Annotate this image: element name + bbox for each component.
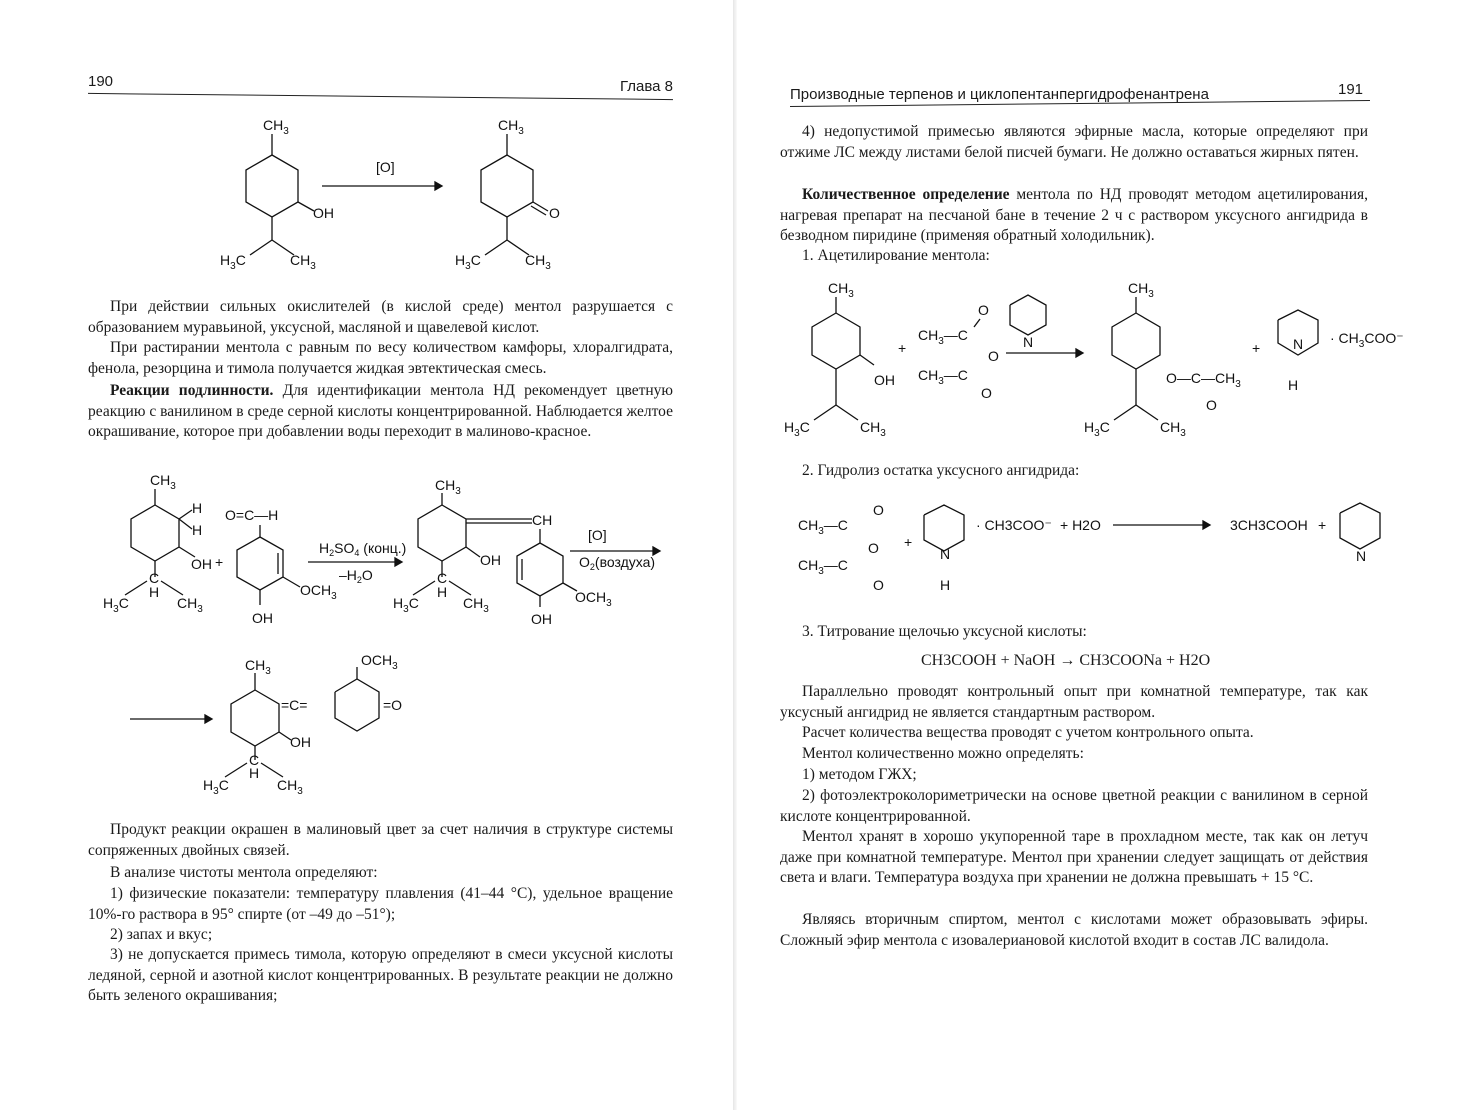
- svg-text:H: H: [1288, 377, 1299, 393]
- svg-text:CH3—C: $CH_3—C$: [798, 517, 848, 537]
- svg-text:+: +: [215, 554, 224, 570]
- svg-text:OCH3: $OCH_3$: [361, 652, 398, 672]
- svg-text:H: H: [940, 577, 951, 593]
- svg-text:CH3: $CH_3$: [498, 117, 524, 137]
- menthol-oxidation-scheme: [210, 110, 610, 280]
- svg-text:N: N: [1293, 336, 1304, 352]
- paragraph-method-1: 1) методом ГЖХ;: [802, 766, 917, 783]
- paragraph-methods-intro: Ментол количественно можно определять:: [802, 745, 1084, 762]
- svg-text:OH: OH: [531, 611, 552, 627]
- acetic-anhydride: [918, 302, 999, 401]
- svg-text:O: O: [1206, 397, 1217, 413]
- paragraph-storage: Ментол хранят в хорошо укупоренной таре в прохладном месте, так как он летуч даже при комнатной температуре. Ментол при хранении следует защищать от действия света и влаги. Температура воздуха при хранении не должна превышать + 15 °С.: [780, 828, 1368, 886]
- svg-text:OH: OH: [252, 610, 273, 626]
- svg-text:O: O: [868, 540, 879, 556]
- vanillin-reaction-scheme: [95, 465, 675, 805]
- svg-text:CH3: $CH_3$: [177, 595, 203, 615]
- svg-text:H: H: [437, 584, 448, 600]
- svg-text:H: H: [149, 584, 160, 600]
- svg-text:H3C: $H_3C$: [203, 777, 229, 797]
- svg-text:CH3: $CH_3$: [525, 252, 551, 272]
- svg-text:+: +: [898, 340, 907, 356]
- svg-text:+: +: [904, 534, 913, 550]
- svg-text:OH: OH: [191, 556, 212, 572]
- svg-text:O: O: [988, 348, 999, 364]
- identity-heading: Реакции подлинности.: [110, 382, 274, 399]
- svg-text:O=C—H: O=C—H: [225, 507, 279, 523]
- paragraph-control: Параллельно проводят контрольный опыт при комнатной температуре, так как уксусный ангидрид не является стандартным раствором.: [780, 683, 1368, 721]
- svg-text:CH3—C: $CH_3—C$: [918, 367, 968, 387]
- svg-text:C: C: [437, 570, 448, 586]
- svg-text:O—C—CH3: $O—C—CH_3$: [1166, 370, 1241, 390]
- svg-text:OCH3: $OCH_3$: [575, 589, 612, 609]
- menthol-structure-2: [103, 472, 212, 615]
- svg-text:+: +: [1318, 517, 1327, 533]
- oxidizer-top: [O]: [588, 527, 607, 543]
- svg-text:N: N: [1023, 334, 1034, 350]
- hydrolysis-scheme: [778, 495, 1378, 605]
- svg-text:CH3: $CH_3$: [245, 657, 271, 677]
- svg-text:H3C: $H_3C$: [103, 595, 129, 615]
- oxidation-reagent: [O]: [376, 159, 395, 175]
- water-term: + H2O: [1060, 517, 1101, 533]
- chapter-label: Глава 8: [620, 78, 674, 95]
- svg-text:OH: OH: [290, 734, 311, 750]
- paragraph-purity-2: 2) запах и вкус;: [110, 926, 213, 943]
- svg-text:H: H: [192, 522, 203, 538]
- hydrolysis-product: 3CH3COOH: [1230, 517, 1308, 533]
- paragraph-eutectic: При растирании ментола с равным по весу количеством камфоры, хлоралгидрата, фенола, резорцина и тимола получается жидкая эвтектическая смесь.: [88, 339, 673, 377]
- step-1-label: 1. Ацетилирование ментола:: [802, 247, 990, 264]
- menthone-structure: [455, 117, 560, 272]
- svg-text:H: H: [192, 500, 203, 516]
- paragraph-product-color: Продукт реакции окрашен в малиновый цвет за счет наличия в структуре системы сопряженных двойных связей.: [88, 821, 673, 859]
- paragraph-calculation: Расчет количества вещества проводят с учетом контрольного опыта.: [802, 724, 1254, 741]
- running-title: Производные терпенов и циклопентанпергидрофенантрена: [790, 86, 1209, 103]
- menthol-structure-3: [784, 280, 895, 439]
- svg-text:CH: CH: [532, 512, 553, 528]
- menthol-structure: [220, 117, 334, 272]
- paragraph-purity-1: 1) физические показатели: температуру плавления (41–44 °С), удельное вращение 10%-го раствора в 95° спирте (от –49 до –51°);: [88, 885, 673, 923]
- svg-text:CH3: $CH_3$: [860, 419, 886, 439]
- svg-text:CH3: $CH_3$: [150, 472, 176, 492]
- svg-text:O: O: [981, 385, 992, 401]
- page-number-left: 190: [88, 73, 114, 90]
- svg-text:CH3: $CH_3$: [463, 595, 489, 615]
- svg-text:H3C: $H_3C$: [455, 252, 481, 272]
- svg-text:· CH3COO⁻: · $CH_3COO^-$: [1330, 330, 1404, 350]
- colored-product: [203, 652, 402, 797]
- svg-text:CH3: $CH_3$: [277, 777, 303, 797]
- header-rule-left: [88, 93, 673, 100]
- quant-heading: Количественное определение: [802, 186, 1010, 203]
- svg-text:CH3: $CH_3$: [435, 477, 461, 497]
- paragraph-ester: Являясь вторичным спиртом, ментол с кислотами может образовывать эфиры. Сложный эфир ментола с изовалериановой кислотой входит в состав ЛС валидола.: [780, 911, 1368, 949]
- step-3-label: 3. Титрование щелочью уксусной кислоты:: [802, 623, 1087, 640]
- condensation-product: [393, 477, 612, 627]
- paragraph-identity: [88, 381, 673, 443]
- svg-text:=O: =O: [383, 697, 403, 713]
- paragraph-purity-3: 3) не допускается примесь тимола, которую определяют в смеси уксусной кислоты ледяной, серной и азотной кислот концентрированных. В результате реакции не должно быть зеленого окрашивания;: [88, 946, 673, 1004]
- svg-text:O: O: [873, 502, 884, 518]
- paragraph-oxidation: При действии сильных окислителей (в кислой среде) ментол разрушается с образованием муравьиной, уксусной, масляной и щавелевой кислот.: [88, 298, 673, 336]
- menthyl-acetate: [1084, 280, 1241, 439]
- acetylation-scheme: [778, 275, 1404, 445]
- titration-equation: CH3COOH + NaOH → CH3COONa + H2O: [921, 652, 1211, 669]
- svg-text:O: O: [873, 577, 884, 593]
- svg-text:H3C: $H_3C$: [393, 595, 419, 615]
- svg-text:OCH3: $OCH_3$: [300, 582, 337, 602]
- svg-text:=C=: =C=: [281, 697, 308, 713]
- svg-text:C: C: [249, 752, 260, 768]
- right-page: [738, 0, 1473, 1110]
- paragraph-purity-4: 4) недопустимой примесью являются эфирные масла, которые определяют при отжиме ЛС между листами белой писчей бумаги. Не должно оставаться жирных пятен.: [780, 123, 1368, 161]
- svg-text:CH3: $CH_3$: [1160, 419, 1186, 439]
- svg-text:N: N: [940, 546, 951, 562]
- svg-text:CH3: $CH_3$: [290, 252, 316, 272]
- svg-text:–H2O: $-H_2O$: [339, 567, 373, 585]
- page-number-right: 191: [1338, 81, 1364, 98]
- svg-text:CH3: $CH_3$: [828, 280, 854, 300]
- paragraph-purity-intro: В анализе чистоты ментола определяют:: [110, 864, 378, 881]
- svg-text:OH: OH: [480, 552, 501, 568]
- svg-text:H3C: $H_3C$: [1084, 419, 1110, 439]
- svg-text:H3C: $H_3C$: [784, 419, 810, 439]
- svg-text:N: N: [1356, 548, 1367, 564]
- svg-text:+: +: [1252, 340, 1261, 356]
- vanillin-structure: [225, 507, 337, 626]
- step-2-label: 2. Гидролиз остатка уксусного ангидрида:: [802, 462, 1080, 479]
- quant-text: ментола по НД проводят методом ацетилирования, нагревая препарат на песчаной бане в течение 2 ч с раствором уксусного ангидрида в безводном пиридине (применяя обратный холодильник).: [780, 186, 1369, 244]
- svg-text:O2(воздуха): $O_2(воздуха)$: [579, 554, 656, 572]
- svg-text:CH3—C: $CH_3—C$: [798, 557, 848, 577]
- svg-text:CH3—C: $CH_3—C$: [918, 327, 968, 347]
- svg-text:CH3: $CH_3$: [263, 117, 289, 137]
- svg-text:OH: OH: [874, 372, 895, 388]
- svg-text:C: C: [149, 570, 160, 586]
- left-page: [0, 0, 735, 1110]
- paragraph-method-2: 2) фотоэлектроколориметрически на основе цветной реакции с ванилином в серной кислоте концентрированной.: [780, 787, 1368, 825]
- pyridinium-acetate: [1278, 310, 1404, 393]
- svg-text:CH3: $CH_3$: [1128, 280, 1154, 300]
- identity-text: Для идентификации ментола НД рекомендует цветную реакцию с ванилином в среде серной кислоты концентрированной. Наблюдается желтое окрашивание, которое при добавлении воды переходит в малиново-красное.: [88, 382, 674, 440]
- svg-text:H: H: [249, 765, 260, 781]
- svg-text:O: O: [549, 205, 560, 221]
- acetate-ion: · CH3COO⁻: [976, 517, 1052, 533]
- svg-text:H2SO4 (конц.): $H_2SO_4$ (конц.): [319, 540, 407, 558]
- paragraph-quantitative: [780, 185, 1368, 247]
- svg-text:O: O: [978, 302, 989, 318]
- svg-text:OH: OH: [313, 205, 334, 221]
- svg-text:H3C: $H_3C$: [220, 252, 246, 272]
